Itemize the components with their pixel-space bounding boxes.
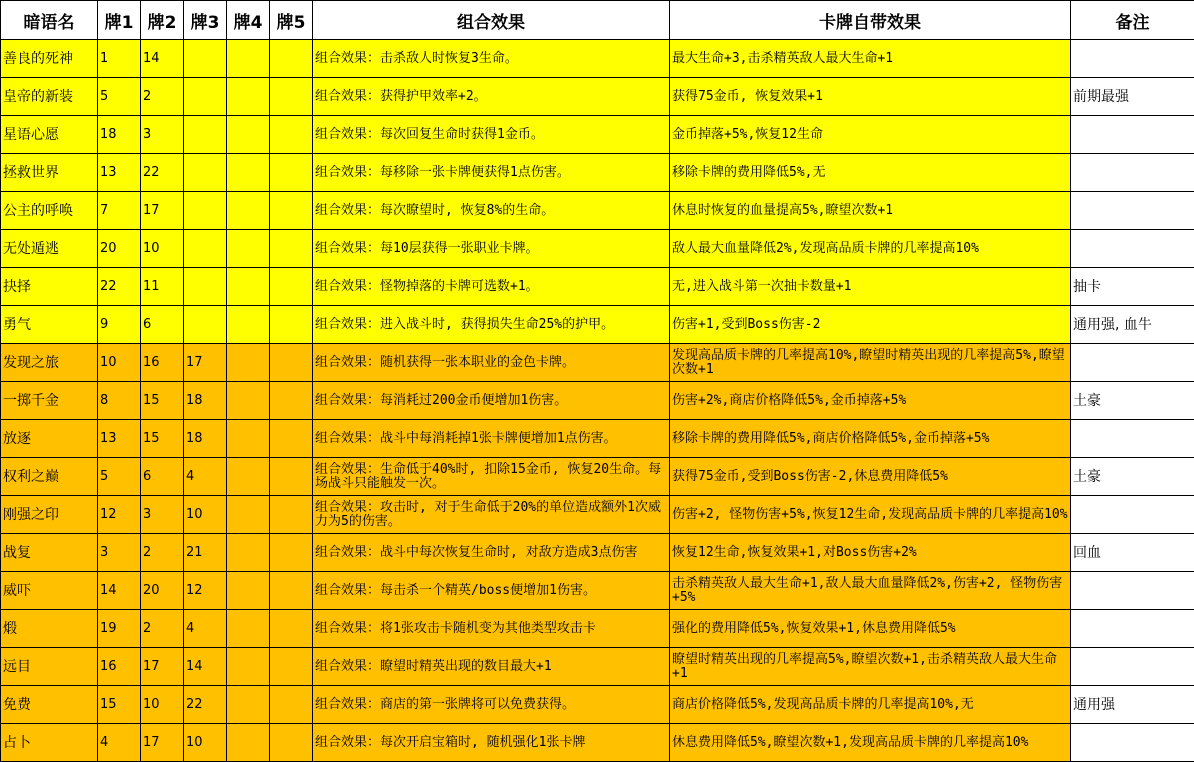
cell-card3[interactable]: 4 (184, 458, 227, 496)
cell-card-effect[interactable]: 恢复12生命,恢复效果+1,对Boss伤害+2% (670, 534, 1071, 572)
cell-note[interactable] (1071, 40, 1194, 78)
cell-card2[interactable]: 14 (141, 40, 184, 78)
cell-card5[interactable] (270, 154, 313, 192)
header-card5[interactable]: 牌5 (270, 1, 313, 40)
table-row (1, 648, 1194, 686)
cell-card5[interactable] (270, 116, 313, 154)
cell-card-effect[interactable]: 移除卡牌的费用降低5%,商店价格降低5%,金币掉落+5% (670, 420, 1071, 458)
cell-card1[interactable]: 18 (98, 116, 141, 154)
cell-note[interactable] (1071, 192, 1194, 230)
cell-combo-effect[interactable]: 组合效果：攻击时, 对于生命低于20%的单位造成额外1次威力为5的伤害。 (313, 496, 670, 534)
cell-name[interactable]: 远目 (1, 648, 98, 686)
cell-name[interactable]: 勇气 (1, 306, 98, 344)
table-row (1, 78, 1194, 116)
cell-card4[interactable] (227, 648, 270, 686)
cell-card1[interactable]: 15 (98, 686, 141, 724)
cell-combo-effect[interactable]: 组合效果：每消耗过200金币便增加1伤害。 (313, 382, 670, 420)
cell-note[interactable]: 通用强 (1071, 686, 1194, 724)
cell-name[interactable]: 战复 (1, 534, 98, 572)
cell-card4[interactable] (227, 268, 270, 306)
cell-card5[interactable] (270, 230, 313, 268)
cell-name[interactable]: 拯救世界 (1, 154, 98, 192)
cell-card2[interactable]: 2 (141, 534, 184, 572)
cell-card5[interactable] (270, 686, 313, 724)
cell-card1[interactable]: 10 (98, 344, 141, 382)
cell-name[interactable]: 皇帝的新装 (1, 78, 98, 116)
cell-combo-effect[interactable]: 组合效果：进入战斗时, 获得损失生命25%的护甲。 (313, 306, 670, 344)
cell-card5[interactable] (270, 268, 313, 306)
cell-note[interactable] (1071, 344, 1194, 382)
cell-card4[interactable] (227, 686, 270, 724)
cell-combo-effect[interactable]: 组合效果：每次瞭望时, 恢复8%的生命。 (313, 192, 670, 230)
table-row (1, 382, 1194, 420)
cell-combo-effect[interactable]: 组合效果：战斗中每消耗掉1张卡牌便增加1点伤害。 (313, 420, 670, 458)
cell-card3[interactable] (184, 78, 227, 116)
cell-card1[interactable]: 20 (98, 230, 141, 268)
table-row (1, 230, 1194, 268)
cell-card-effect[interactable]: 休息费用降低5%,瞭望次数+1,发现高品质卡牌的几率提高10% (670, 724, 1071, 762)
cell-card-effect[interactable]: 休息时恢复的血量提高5%,瞭望次数+1 (670, 192, 1071, 230)
cell-note[interactable] (1071, 572, 1194, 610)
cell-card1[interactable]: 5 (98, 458, 141, 496)
header-card3[interactable]: 牌3 (184, 1, 227, 40)
cell-name[interactable]: 威吓 (1, 572, 98, 610)
cell-card-effect[interactable]: 获得75金币, 恢复效果+1 (670, 78, 1071, 116)
cell-card-effect[interactable]: 瞭望时精英出现的几率提高5%,瞭望次数+1,击杀精英敌人最大生命+1 (670, 648, 1071, 686)
cell-name[interactable]: 煅 (1, 610, 98, 648)
cell-card5[interactable] (270, 496, 313, 534)
cell-card4[interactable] (227, 420, 270, 458)
header-card-effect[interactable]: 卡牌自带效果 (670, 1, 1071, 40)
cell-combo-effect[interactable]: 组合效果：每移除一张卡牌便获得1点伤害。 (313, 154, 670, 192)
cell-card2[interactable]: 6 (141, 458, 184, 496)
cell-card1[interactable]: 9 (98, 306, 141, 344)
cell-card5[interactable] (270, 610, 313, 648)
table-row (1, 458, 1194, 496)
header-card2[interactable]: 牌2 (141, 1, 184, 40)
cell-card2[interactable]: 3 (141, 496, 184, 534)
cell-card4[interactable] (227, 382, 270, 420)
cell-card5[interactable] (270, 78, 313, 116)
cell-combo-effect[interactable]: 组合效果：每击杀一个精英/boss便增加1伤害。 (313, 572, 670, 610)
cell-name[interactable]: 发现之旅 (1, 344, 98, 382)
cell-card2[interactable]: 10 (141, 230, 184, 268)
table-row (1, 268, 1194, 306)
cell-card3[interactable] (184, 116, 227, 154)
cell-card4[interactable] (227, 458, 270, 496)
cell-card5[interactable] (270, 192, 313, 230)
table-row (1, 306, 1194, 344)
cell-card3[interactable] (184, 192, 227, 230)
cell-card5[interactable] (270, 306, 313, 344)
cell-card1[interactable]: 12 (98, 496, 141, 534)
cell-note[interactable] (1071, 724, 1194, 762)
cell-card1[interactable]: 16 (98, 648, 141, 686)
cell-card5[interactable] (270, 648, 313, 686)
cell-combo-effect[interactable]: 组合效果：每10层获得一张职业卡牌。 (313, 230, 670, 268)
cell-card4[interactable] (227, 230, 270, 268)
cell-card5[interactable] (270, 420, 313, 458)
cell-card-effect[interactable]: 无,进入战斗第一次抽卡数量+1 (670, 268, 1071, 306)
cell-card2[interactable]: 16 (141, 344, 184, 382)
table-row (1, 192, 1194, 230)
cell-card4[interactable] (227, 496, 270, 534)
cell-card4[interactable] (227, 306, 270, 344)
cell-card3[interactable]: 10 (184, 724, 227, 762)
cell-card2[interactable]: 11 (141, 268, 184, 306)
cell-name[interactable]: 抉择 (1, 268, 98, 306)
cell-card3[interactable] (184, 154, 227, 192)
table-row (1, 686, 1194, 724)
cell-name[interactable]: 善良的死神 (1, 40, 98, 78)
table-row (1, 116, 1194, 154)
table-row (1, 40, 1194, 78)
cell-name[interactable]: 刚强之印 (1, 496, 98, 534)
header-combo-effect[interactable]: 组合效果 (313, 1, 670, 40)
cell-note[interactable] (1071, 154, 1194, 192)
cell-card-effect[interactable]: 伤害+1,受到Boss伤害-2 (670, 306, 1071, 344)
cell-card3[interactable]: 17 (184, 344, 227, 382)
cell-card1[interactable]: 5 (98, 78, 141, 116)
cell-card2[interactable]: 3 (141, 116, 184, 154)
table-row (1, 154, 1194, 192)
cell-card-effect[interactable]: 击杀精英敌人最大生命+1,敌人最大血量降低2%,伤害+2, 怪物伤害+5% (670, 572, 1071, 610)
cell-note[interactable] (1071, 610, 1194, 648)
table-row (1, 420, 1194, 458)
cell-card1[interactable]: 13 (98, 154, 141, 192)
header-name[interactable]: 暗语名 (1, 1, 98, 40)
cell-card2[interactable]: 15 (141, 382, 184, 420)
cell-card-effect[interactable]: 商店价格降低5%,发现高品质卡牌的几率提高10%,无 (670, 686, 1071, 724)
cell-card2[interactable]: 20 (141, 572, 184, 610)
cell-name[interactable]: 一掷千金 (1, 382, 98, 420)
cell-card3[interactable]: 10 (184, 496, 227, 534)
cell-name[interactable]: 星语心愿 (1, 116, 98, 154)
cell-card-effect[interactable]: 敌人最大血量降低2%,发现高品质卡牌的几率提高10% (670, 230, 1071, 268)
cell-card4[interactable] (227, 40, 270, 78)
cell-card5[interactable] (270, 382, 313, 420)
cell-note[interactable] (1071, 116, 1194, 154)
cell-combo-effect[interactable]: 组合效果：商店的第一张牌将可以免费获得。 (313, 686, 670, 724)
cell-card3[interactable]: 12 (184, 572, 227, 610)
cell-name[interactable]: 权利之巅 (1, 458, 98, 496)
cell-note[interactable]: 通用强, 血牛 (1071, 306, 1194, 344)
cell-card3[interactable]: 18 (184, 382, 227, 420)
cell-card2[interactable]: 22 (141, 154, 184, 192)
cell-card5[interactable] (270, 724, 313, 762)
table-row (1, 496, 1194, 534)
cell-name[interactable]: 放逐 (1, 420, 98, 458)
cell-card-effect[interactable]: 伤害+2%,商店价格降低5%,金币掉落+5% (670, 382, 1071, 420)
cell-card2[interactable]: 17 (141, 648, 184, 686)
cell-note[interactable]: 土豪 (1071, 458, 1194, 496)
cell-card3[interactable] (184, 40, 227, 78)
cell-card2[interactable]: 10 (141, 686, 184, 724)
cell-card2[interactable]: 6 (141, 306, 184, 344)
cell-card1[interactable]: 3 (98, 534, 141, 572)
cell-card4[interactable] (227, 724, 270, 762)
cell-card5[interactable] (270, 344, 313, 382)
cell-card2[interactable]: 2 (141, 610, 184, 648)
cell-combo-effect[interactable]: 组合效果：怪物掉落的卡牌可选数+1。 (313, 268, 670, 306)
cell-card2[interactable]: 2 (141, 78, 184, 116)
cell-name[interactable]: 免费 (1, 686, 98, 724)
cell-name[interactable]: 公主的呼唤 (1, 192, 98, 230)
cell-card1[interactable]: 13 (98, 420, 141, 458)
cell-card2[interactable]: 17 (141, 724, 184, 762)
cell-card4[interactable] (227, 192, 270, 230)
cell-card2[interactable]: 17 (141, 192, 184, 230)
cell-card4[interactable] (227, 116, 270, 154)
cell-card1[interactable]: 4 (98, 724, 141, 762)
cell-card5[interactable] (270, 40, 313, 78)
cell-note[interactable]: 土豪 (1071, 382, 1194, 420)
cell-card-effect[interactable]: 最大生命+3,击杀精英敌人最大生命+1 (670, 40, 1071, 78)
table-row (1, 572, 1194, 610)
table-row (1, 534, 1194, 572)
header-card4[interactable]: 牌4 (227, 1, 270, 40)
cell-card-effect[interactable]: 金币掉落+5%,恢复12生命 (670, 116, 1071, 154)
cell-card5[interactable] (270, 534, 313, 572)
header-row (1, 1, 1194, 40)
cell-card5[interactable] (270, 458, 313, 496)
cell-card5[interactable] (270, 572, 313, 610)
cell-card1[interactable]: 7 (98, 192, 141, 230)
cell-card-effect[interactable]: 发现高品质卡牌的几率提高10%,瞭望时精英出现的几率提高5%,瞭望次数+1 (670, 344, 1071, 382)
cell-combo-effect[interactable]: 组合效果：生命低于40%时, 扣除15金币, 恢复20生命。每场战斗只能触发一次。 (313, 458, 670, 496)
table-row (1, 610, 1194, 648)
cell-combo-effect[interactable]: 组合效果：获得护甲效率+2。 (313, 78, 670, 116)
cell-note[interactable] (1071, 648, 1194, 686)
cell-card2[interactable]: 15 (141, 420, 184, 458)
table-row (1, 344, 1194, 382)
cell-card4[interactable] (227, 534, 270, 572)
cell-card3[interactable]: 21 (184, 534, 227, 572)
cell-card3[interactable]: 18 (184, 420, 227, 458)
cell-card1[interactable]: 8 (98, 382, 141, 420)
cell-note[interactable] (1071, 230, 1194, 268)
cell-card-effect[interactable]: 获得75金币,受到Boss伤害-2,休息费用降低5% (670, 458, 1071, 496)
cell-combo-effect[interactable]: 组合效果：瞭望时精英出现的数目最大+1 (313, 648, 670, 686)
cell-note[interactable] (1071, 496, 1194, 534)
cell-combo-effect[interactable]: 组合效果：战斗中每次恢复生命时, 对敌方造成3点伤害 (313, 534, 670, 572)
cell-card4[interactable] (227, 78, 270, 116)
cell-card4[interactable] (227, 610, 270, 648)
cell-note[interactable]: 前期最强 (1071, 78, 1194, 116)
table-row (1, 724, 1194, 762)
header-note[interactable]: 备注 (1071, 1, 1194, 40)
cell-card4[interactable] (227, 154, 270, 192)
cell-note[interactable] (1071, 420, 1194, 458)
cell-card3[interactable]: 22 (184, 686, 227, 724)
header-card1[interactable]: 牌1 (98, 1, 141, 40)
cell-card1[interactable]: 14 (98, 572, 141, 610)
cell-card4[interactable] (227, 572, 270, 610)
cell-name[interactable]: 无处遁逃 (1, 230, 98, 268)
cell-combo-effect[interactable]: 组合效果：每次开启宝箱时, 随机强化1张卡牌 (313, 724, 670, 762)
cell-combo-effect[interactable]: 组合效果：随机获得一张本职业的金色卡牌。 (313, 344, 670, 382)
cell-combo-effect[interactable]: 组合效果：每次回复生命时获得1金币。 (313, 116, 670, 154)
cell-name[interactable]: 占卜 (1, 724, 98, 762)
cell-card3[interactable] (184, 268, 227, 306)
cell-card-effect[interactable]: 伤害+2, 怪物伤害+5%,恢复12生命,发现高品质卡牌的几率提高10% (670, 496, 1071, 534)
cell-card1[interactable]: 19 (98, 610, 141, 648)
cell-card1[interactable]: 22 (98, 268, 141, 306)
cell-card-effect[interactable]: 移除卡牌的费用降低5%,无 (670, 154, 1071, 192)
cell-card3[interactable]: 4 (184, 610, 227, 648)
cell-card4[interactable] (227, 344, 270, 382)
cell-card3[interactable] (184, 306, 227, 344)
cell-combo-effect[interactable]: 组合效果：将1张攻击卡随机变为其他类型攻击卡 (313, 610, 670, 648)
cell-combo-effect[interactable]: 组合效果：击杀敌人时恢复3生命。 (313, 40, 670, 78)
cell-card1[interactable]: 1 (98, 40, 141, 78)
cell-note[interactable]: 回血 (1071, 534, 1194, 572)
cell-card3[interactable]: 14 (184, 648, 227, 686)
cell-card-effect[interactable]: 强化的费用降低5%,恢复效果+1,休息费用降低5% (670, 610, 1071, 648)
cell-card3[interactable] (184, 230, 227, 268)
cell-note[interactable]: 抽卡 (1071, 268, 1194, 306)
